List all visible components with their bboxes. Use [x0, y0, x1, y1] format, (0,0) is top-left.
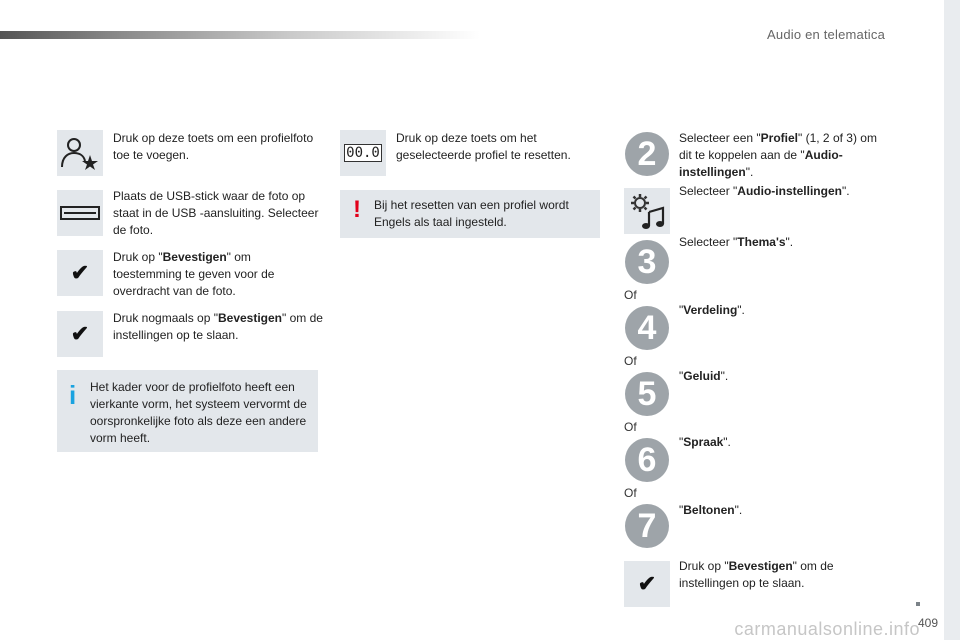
page-number: 409	[917, 616, 938, 630]
warning-note-box	[340, 190, 600, 238]
reset-profile-text: Druk op deze toets om het geselecteerde profiel te resetten.	[396, 131, 571, 162]
info-note-text: Het kader voor de profielfoto heeft een vierkante vorm, het systeem vervormt de oorspronkelijke foto als deze een andere vorm heeft.	[90, 380, 307, 445]
reset-counter-icon	[340, 130, 386, 176]
profile-photo-icon	[57, 130, 103, 176]
warning-note-text: Bij het resetten van een profiel wordt Engels als taal ingesteld.	[374, 198, 569, 229]
info-icon: i	[69, 380, 77, 410]
sound-text: "Geluid".	[679, 369, 729, 383]
confirm-save-text: Druk nogmaals op "Bevestigen" om de instellingen op te slaan.	[113, 311, 323, 342]
step-5-number: 5	[624, 371, 670, 417]
select-themes-text: Selecteer "Thema's".	[679, 235, 794, 249]
check-icon: ✔	[57, 311, 103, 357]
step-3-number: 3	[624, 239, 670, 285]
or-label: Of	[624, 288, 637, 302]
usb-port-icon	[57, 190, 103, 236]
info-note-box	[57, 370, 318, 452]
page-section-title: Audio en telematica	[767, 27, 885, 42]
insert-usb-text: Plaats de USB-stick waar de foto op staat in de USB -aansluiting. Selecteer de foto.	[113, 189, 319, 237]
confirm-save-settings-text: Druk op "Bevestigen" om de instellingen op te slaan.	[679, 559, 834, 590]
step-4-number: 4	[624, 305, 670, 351]
distribution-text: "Verdeling".	[679, 303, 745, 317]
check-icon: ✔	[624, 561, 670, 607]
or-label: Of	[624, 420, 637, 434]
or-label: Of	[624, 354, 637, 368]
or-label: Of	[624, 486, 637, 500]
ringtones-text: "Beltonen".	[679, 503, 743, 517]
add-profile-photo-text: Druk op deze toets om een profielfoto toe te voegen.	[113, 131, 314, 162]
warning-icon: !	[353, 196, 361, 223]
header-gradient-bar	[0, 31, 480, 39]
select-audio-settings-text: Selecteer "Audio-instellingen".	[679, 184, 850, 198]
counter-display: 00.0	[344, 144, 382, 162]
step-6-number: 6	[624, 437, 670, 483]
watermark-text: carmanualsonline.info	[734, 619, 920, 639]
side-strip	[944, 0, 960, 640]
page-marker-dot	[916, 602, 920, 606]
speech-text: "Spraak".	[679, 435, 731, 449]
check-icon: ✔	[57, 250, 103, 296]
step-2-number: 2	[624, 131, 670, 177]
audio-settings-icon	[624, 188, 670, 234]
select-profile-text: Selecteer een "Profiel" (1, 2 of 3) om dit te koppelen aan de "Audio-instellingen".	[679, 131, 877, 179]
confirm-transfer-text: Druk op "Bevestigen" om toestemming te geven voor de overdracht van de foto.	[113, 250, 275, 298]
step-7-number: 7	[624, 503, 670, 549]
